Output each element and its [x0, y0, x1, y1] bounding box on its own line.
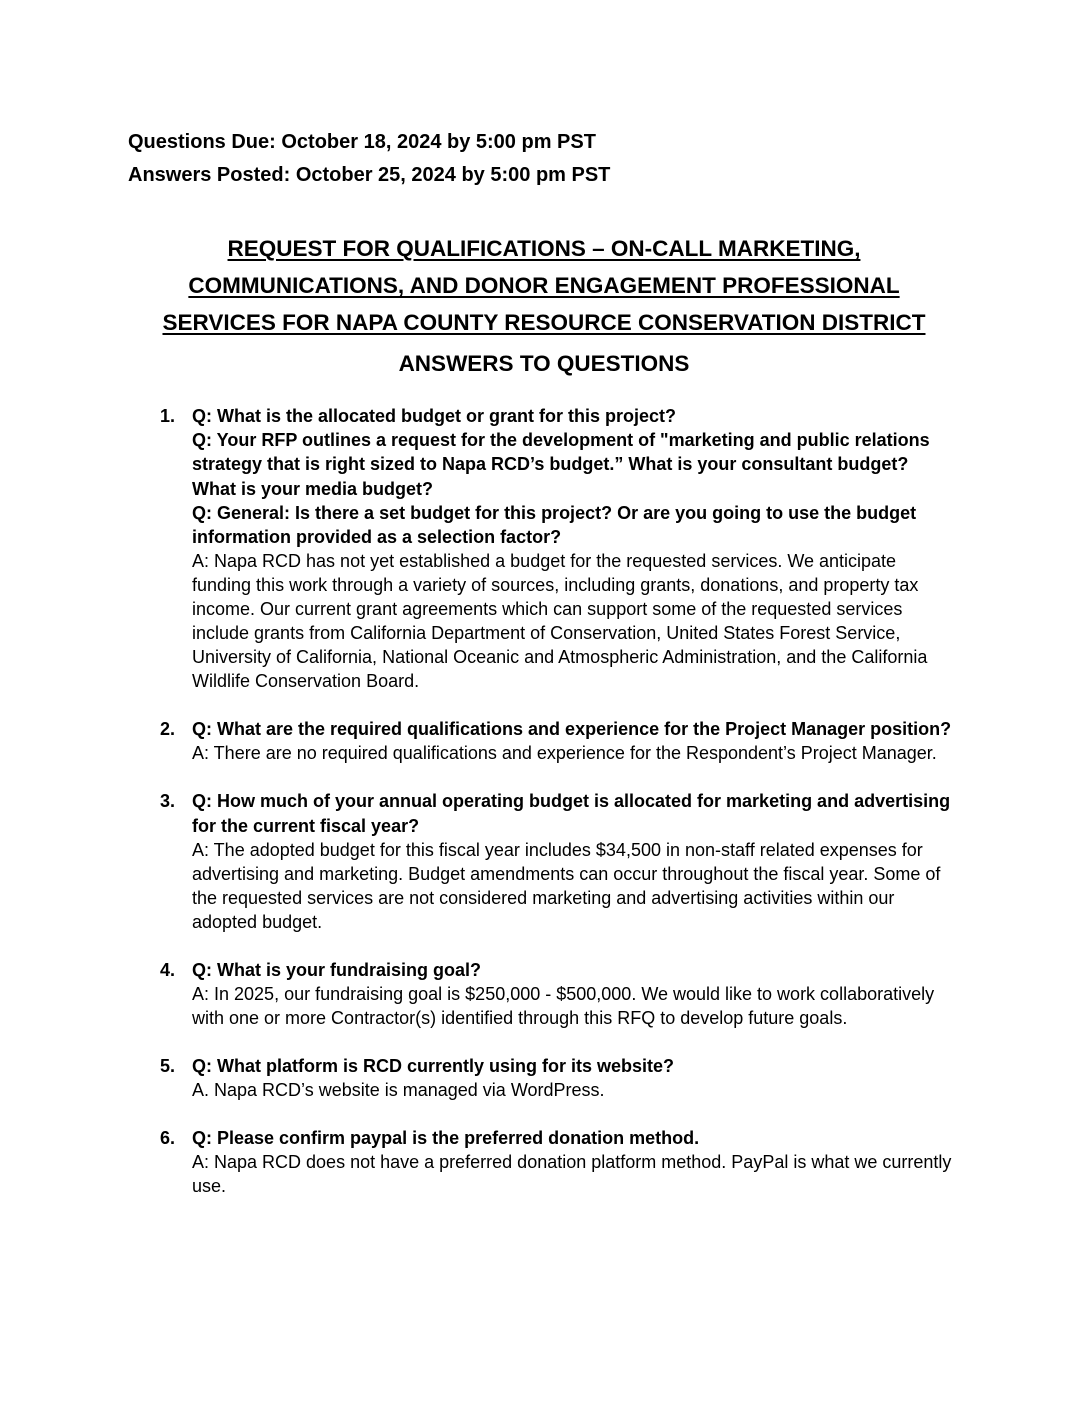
qa-item-5	[152, 1054, 952, 1102]
qa-item-2	[152, 717, 952, 765]
title-line-3: SERVICES FOR NAPA COUNTY RESOURCE CONSERVATION DISTRICT	[162, 310, 926, 335]
qa-item-1	[152, 404, 952, 693]
header-dates	[128, 126, 928, 192]
item-number: 4.	[160, 959, 176, 980]
answer: A: The adopted budget for this fiscal year includes $34,500 in non-staff related expenses for advertising and marketing. Budget amendments can occur throughout the fiscal year. Some of the requested services are not considered marketing and advertising activities within our adopted budget.	[192, 839, 941, 932]
item-number: 5.	[160, 1056, 176, 1077]
qa-list	[152, 404, 952, 1222]
answer: A: There are no required qualifications and experience for the Respondent’s Project Manager.	[192, 743, 937, 764]
question: Q: How much of your annual operating budget is allocated for marketing and advertising for the current fiscal year?	[192, 791, 951, 836]
question: Q: What are the required qualifications and experience for the Project Manager position?	[192, 719, 952, 740]
answers-posted-line: Answers Posted: October 25, 2024 by 5:00 pm PST	[128, 164, 611, 186]
question: Q: Your RFP outlines a request for the development of "marketing and public relations strategy that is right sized to Napa RCD’s budget.” What is your consultant budget? What is your media budget?	[192, 430, 930, 499]
item-number: 3.	[160, 791, 176, 812]
question: Q: What is the allocated budget or grant for this project?	[192, 406, 677, 426]
document-title	[100, 230, 988, 382]
question: Q: Please confirm paypal is the preferred donation method.	[192, 1128, 700, 1149]
answer: A: Napa RCD does not have a preferred donation platform method. PayPal is what we currently use.	[192, 1152, 952, 1197]
question: Q: General: Is there a set budget for this project? Or are you going to use the budget information provided as a selection factor?	[192, 502, 917, 548]
qa-item-3	[152, 789, 952, 933]
question: Q: What platform is RCD currently using for its website?	[192, 1056, 675, 1077]
qa-item-6	[152, 1126, 952, 1198]
answer: A: Napa RCD has not yet established a budget for the requested services. We anticipate funding this work through a variety of sources, including grants, donations, and property tax income. Our current grant agreements which can support some of the requested services include grants from California Department of Conservation, United States Forest Service, University of California, National Oceanic and Atmospheric Administration, and the California Wildlife Conservation Board.	[192, 551, 928, 692]
answer: A. Napa RCD’s website is managed via WordPress.	[192, 1080, 605, 1101]
item-number: 6.	[160, 1128, 176, 1149]
document-subtitle: ANSWERS TO QUESTIONS	[398, 351, 690, 376]
answer: A: In 2025, our fundraising goal is $250,000 - $500,000. We would like to work collaboratively with one or more Contractor(s) identified through this RFQ to develop future goals.	[192, 984, 935, 1029]
questions-due-line: Questions Due: October 18, 2024 by 5:00 pm PST	[128, 131, 596, 153]
item-number: 2.	[160, 719, 176, 740]
question: Q: What is your fundraising goal?	[192, 959, 482, 980]
title-line-2: COMMUNICATIONS, AND DONOR ENGAGEMENT PROFESSIONAL	[188, 273, 900, 298]
item-number: 1.	[160, 406, 176, 426]
qa-item-4	[152, 958, 952, 1030]
title-line-1: REQUEST FOR QUALIFICATIONS – ON-CALL MARKETING,	[227, 236, 861, 261]
